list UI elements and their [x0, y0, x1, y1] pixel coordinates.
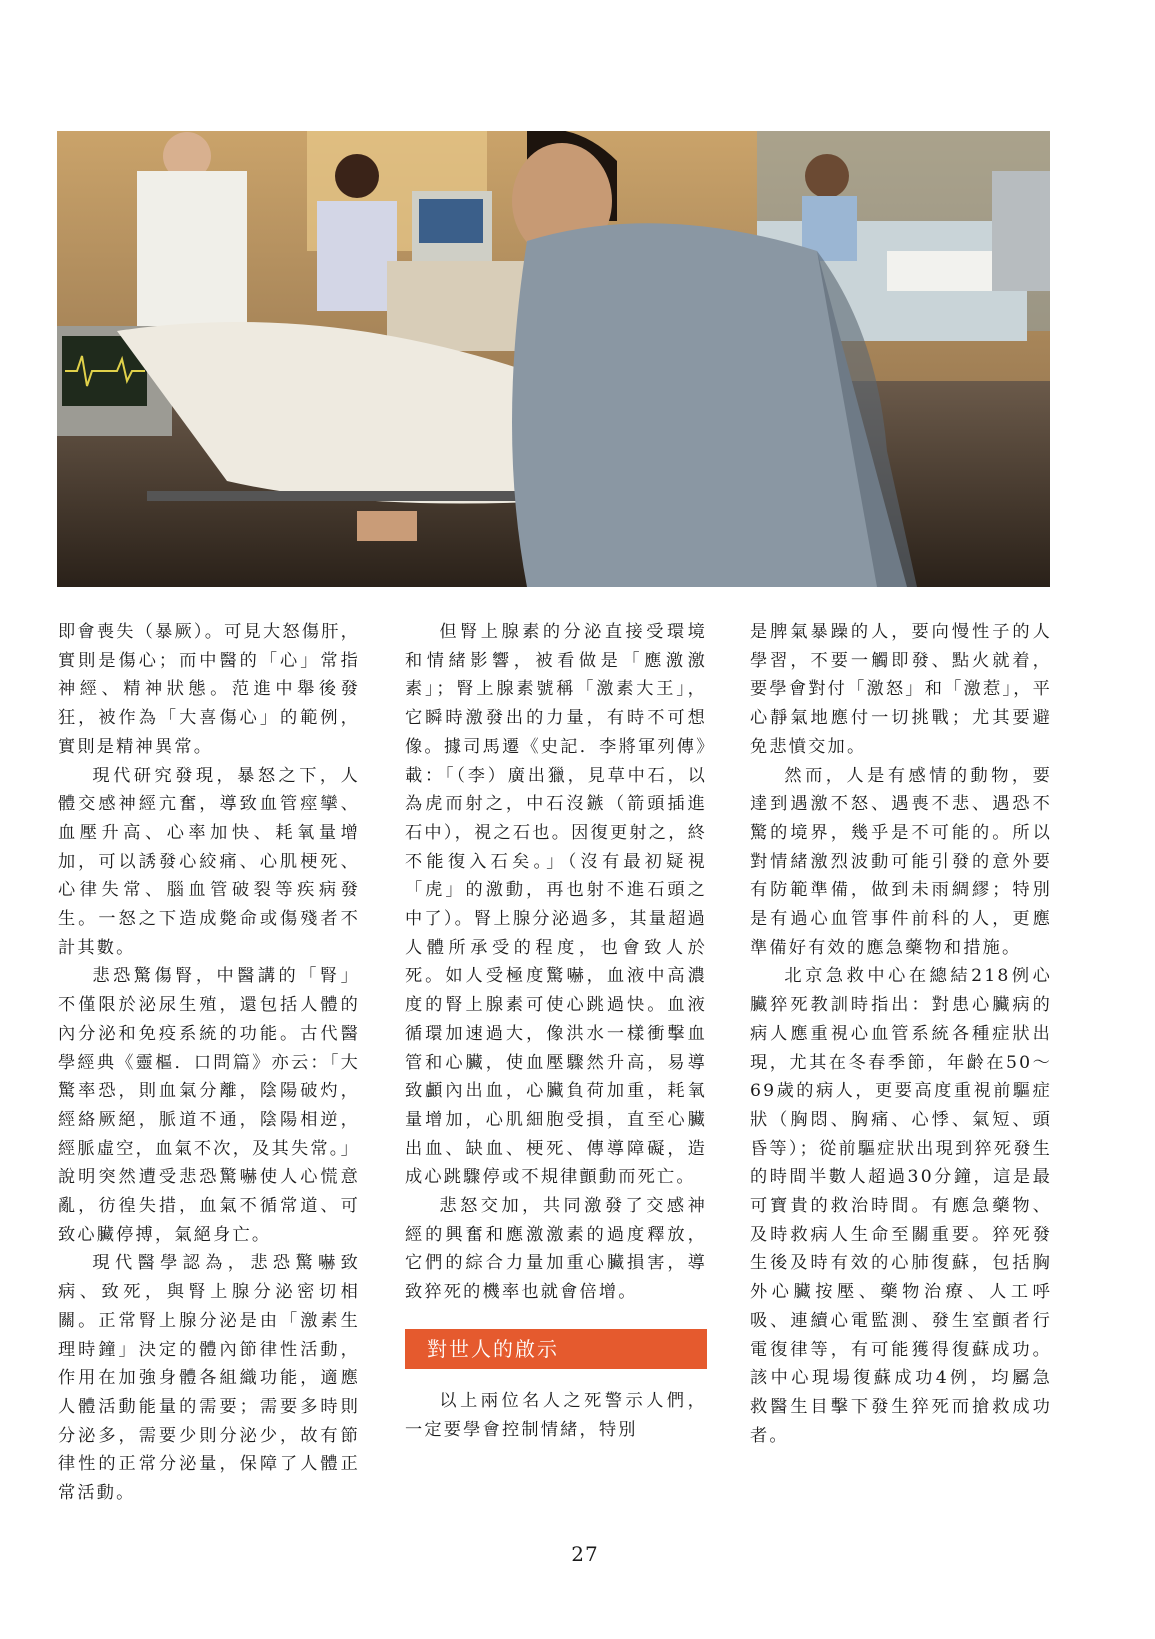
- paragraph: 現代醫學認為，悲恐驚嚇致病、致死，與腎上腺分泌密切相關。正常腎上腺分泌是由「激素生理時鐘」決定的體內節律性活動，作用在加強身體各組織功能，適應人體活動能量的需要；需要多時則分泌多，需要少則分泌少，故有節律性的正常分泌量，保障了人體正常活動。: [58, 1253, 360, 1504]
- hospital-photo: [57, 131, 1050, 587]
- section-heading: 對世人的啟示: [405, 1329, 707, 1369]
- paragraph: 然而，人是有感情的動物，要達到遇激不怒、遇喪不悲、遇恐不驚的境界，幾乎是不可能的。所以對情緒激烈波動可能引發的意外要有防範準備，做到未雨綢繆；特別是有過心血管事件前科的人，更應準備好有效的應急藥物和措施。: [750, 765, 1052, 958]
- paragraph: 現代研究發現，暴怒之下，人體交感神經亢奮，導致血管痙攣、血壓升高、心率加快、耗氧量增加，可以誘發心絞痛、心肌梗死、心律失常、腦血管破裂等疾病發生。一怒之下造成斃命或傷殘者不計其數。: [58, 765, 360, 958]
- paragraph: 北京急救中心在總結218例心臟猝死教訓時指出：對患心臟病的病人應重視心血管系統各種症狀出現，尤其在冬春季節，年齡在50～69歲的病人，更要高度重視前驅症狀（胸悶、胸痛、心悸、氣短、頭昏等）；從前驅症狀出現到猝死發生的時間半數人超過30分鐘，這是最可寶貴的救治時間。有應急藥物、及時救病人生命至關重要。猝死發生後及時有效的心肺復蘇，包括胸外心臟按壓、藥物治療、人工呼吸、連續心電監測、發生室顫者行電復律等，有可能獲得復蘇成功。該中心現場復蘇成功4例，均屬急救醫生目擊下發生猝死而搶救成功者。: [750, 966, 1052, 1446]
- text-column-1: [58, 618, 360, 1508]
- paragraph: 但腎上腺素的分泌直接受環境和情緒影響，被看做是「應激激素」；腎上腺素號稱「激素大王」，它瞬時激發出的力量，有時不可想像。據司馬遷《史記．李將軍列傳》載：「（李）廣出獵，見草中石，以為虎而射之，中石沒鏃（箭頭插進石中），視之石也。因復更射之，終不能復入石矣。」（沒有最初疑視「虎」的激動，再也射不進石頭之中了）。腎上腺分泌過多，其量超過人體所承受的程度，也會致人於死。如人受極度驚嚇，血液中高濃度的腎上腺素可使心跳過快。血液循環加速過大，像洪水一樣衝擊血管和心臟，使血壓驟然升高，易導致顱內出血，心臟負荷加重，耗氧量增加，心肌細胞受損，直至心臟出血、缺血、梗死、傳導障礙，造成心跳驟停或不規律顫動而死亡。: [405, 622, 707, 1188]
- paragraph: 是脾氣暴躁的人，要向慢性子的人學習，不要一觸即發、點火就着，要學會對付「激怒」和「激惹」，平心靜氣地應付一切挑戰；尤其要避免悲憤交加。: [750, 622, 1052, 757]
- paragraph: 即會喪失（暴厥）。可見大怒傷肝，實則是傷心；而中醫的「心」常指神經、精神狀態。范進中舉後發狂，被作為「大喜傷心」的範例，實則是精神異常。: [58, 622, 360, 757]
- page-number: 27: [571, 1542, 599, 1566]
- paragraph: 以上兩位名人之死警示人們，一定要學會控制情緒，特別: [405, 1390, 707, 1440]
- text-column-3: [750, 618, 1052, 1450]
- paragraph: 悲怒交加，共同激發了交感神經的興奮和應激激素的過度釋放，它們的綜合力量加重心臟損害，導致猝死的機率也就會倍增。: [405, 1196, 707, 1303]
- hospital-emergency-room-photo: [57, 131, 1050, 587]
- text-column-2: [405, 618, 707, 1444]
- paragraph: 悲恐驚傷腎，中醫講的「腎」不僅限於泌尿生殖，還包括人體的內分泌和免疫系統的功能。古代醫學經典《靈樞．口問篇》亦云：「大驚率恐，則血氣分離，陰陽破灼，經絡厥絕，脈道不通，陰陽相逆，經脈虛空，血氣不次，及其失常。」說明突然遭受悲恐驚嚇使人心慌意亂，彷徨失措，血氣不循常道、可致心臟停搏，氣絕身亡。: [58, 966, 360, 1245]
